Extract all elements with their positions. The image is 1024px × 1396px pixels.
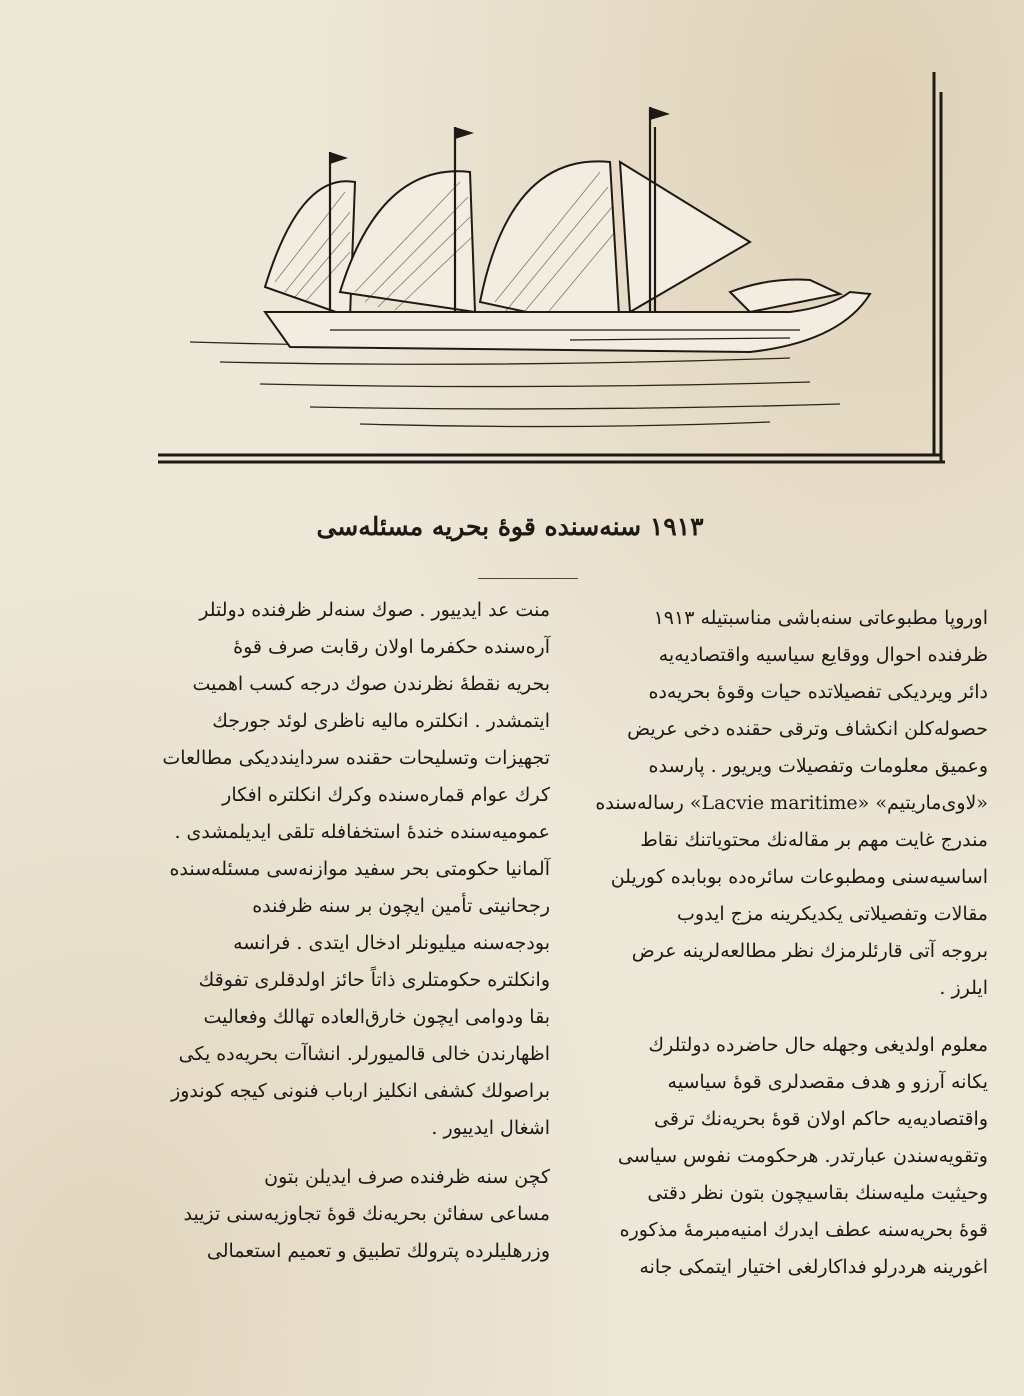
text-line: آلمانیا حکومتی بحر سفید موازنه‌سی مسئله‌سنده (169, 858, 550, 880)
text-line: وتقویه‌سندن عبارتدر. هرحکومت نفوس سیاسی (617, 1145, 988, 1167)
text-line: کچن سنه ظرفنده صرف ایدیلن بتون (264, 1166, 550, 1188)
title-divider (478, 578, 578, 579)
text-line: تجهیزات وتسلیحات حقنده سرداینددیکی مطالعات (162, 747, 550, 769)
text-line: آره‌سنده حکفرما اولان رقابت صرف قوهٔ (233, 636, 550, 658)
text-line: وحیثیت ملیه‌سنك بقاسیچون بتون نظر دقتی (647, 1182, 988, 1204)
text-line: اشغال ایدییور . (431, 1117, 550, 1139)
text-line: وانکلتره حکومتلری ذاتاً حائز اولدقلری تفوقك (198, 969, 550, 991)
text-line: وزرهلیلرده پترولك تطبیق و تعمیم استعمالی (206, 1240, 550, 1262)
text-line: اظهارندن خالی قالمیورلر. انشاآت بحریه‌ده یکی (178, 1043, 550, 1065)
article-title: ١٩١٣ سنه‌سنده قوهٔ بحریه مسئله‌سی (316, 512, 704, 541)
text-line: یکانه آرزو و هدف مقصدلری قوهٔ سیاسیه (667, 1071, 988, 1093)
text-line: معلوم اولدیغی وجهله حال حاضرده دولتلرك (648, 1034, 988, 1056)
paragraph (548, 1027, 988, 1286)
text-line: بحریه نقطهٔ نظرندن صوك درجه کسب اهمیت (192, 673, 550, 695)
text-line: اوروپا مطبوعاتی سنه‌باشی مناسبتیله ١٩١٣ (653, 607, 988, 629)
text-line: منت عد ایدییور . صوك سنه‌لر ظرفنده دولتلر (199, 599, 550, 621)
text-line: وعمیق معلومات وتفصیلات ویریور . پارسده (648, 755, 988, 777)
text-line: رجحانیتی تأمین ایچون بر سنه ظرفنده (252, 895, 550, 917)
paragraph (130, 1159, 550, 1270)
text-line: اساسیه‌سنی ومطبوعات سائره‌ده بوبابده کوریلن (610, 866, 988, 888)
paragraph (130, 592, 550, 1147)
text-line: ظرفنده احوال ووقایع سیاسیه واقتصادیه‌یه (658, 644, 988, 666)
text-line: مقالات وتفصیلاتی یکدیکرینه مزج ایدوب (677, 903, 988, 925)
text-line: مساعی سفائن بحریه‌نك قوهٔ تجاوزیه‌سنی تزیید (183, 1203, 550, 1225)
text-line: قوهٔ بحریه‌سنه عطف ایدرك امنیه‌مبرمهٔ مذکوره (619, 1219, 988, 1241)
text-line: «لاوی‌ماریتیم» «Lacvie maritime» رساله‌سنده (595, 792, 988, 814)
text-line: ایلرز . (939, 977, 988, 999)
paragraph (548, 600, 988, 1007)
text-line: حصوله‌کلن انکشاف وترقی حقنده دخی عریض (627, 718, 988, 740)
text-line: براصولك کشفی انکلیز ارباب فنونی کیجه کوندوز (171, 1080, 550, 1102)
text-line: بودجه‌سنه میلیونلر ادخال ایتدی . فرانسه (233, 932, 550, 954)
text-line: مندرج غایت مهم بر مقاله‌نك محتویاتنك نقاط (640, 829, 988, 851)
text-line: ایتمشدر . انکلتره مالیه ناظری لوئد جورجك (212, 710, 550, 732)
text-line: واقتصادیه‌یه حاکم اولان قوهٔ بحریه‌نك ترقی (654, 1108, 988, 1130)
text-line: بقا ودوامی ایچون خارق‌العاده تهالك وفعالیت (203, 1006, 550, 1028)
text-line: اغورینه هردرلو فداکارلغی اختیار ایتمکی جانه (639, 1256, 988, 1278)
right-text-column (548, 600, 988, 1286)
text-line: عمومیه‌سنده خندهٔ استخفافله تلقی ایدیلمشدی . (174, 821, 550, 843)
left-text-column (130, 592, 550, 1270)
text-line: بروجه آتی قارئلرمزك نظر مطالعه‌لرینه عرض (631, 940, 988, 962)
sailing-ships-engraving (150, 12, 950, 467)
text-line: کرك عوام قماره‌سنده وکرك انکلتره افکار (222, 784, 550, 806)
text-line: دائر ویردیکی تفصیلاتده حیات وقوهٔ بحریه‌ده (648, 681, 988, 703)
